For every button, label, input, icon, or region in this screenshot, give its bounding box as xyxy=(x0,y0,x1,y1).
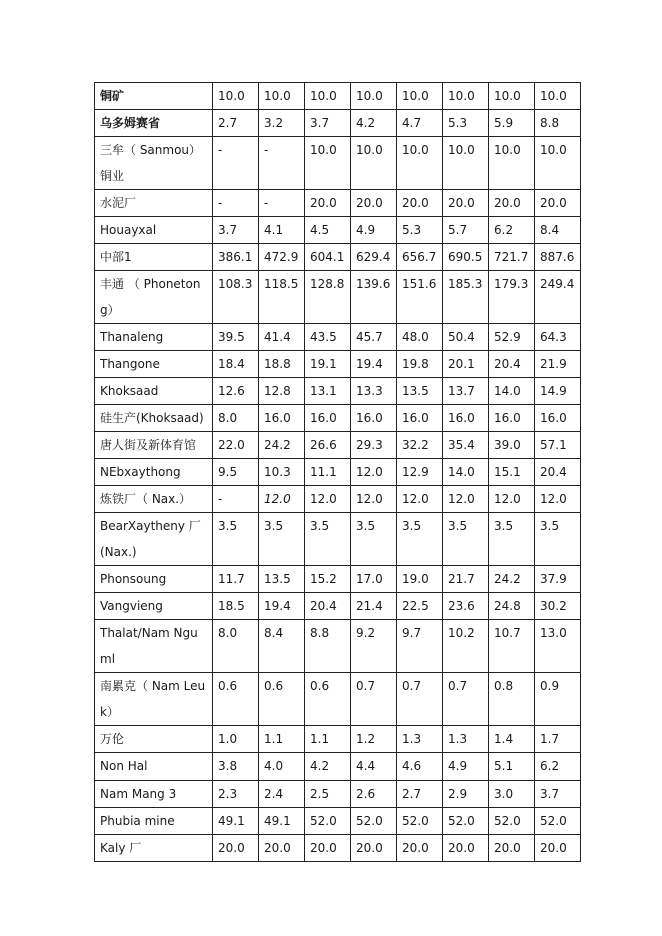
table-cell: 8.8 xyxy=(535,110,581,137)
table-cell: 139.6 xyxy=(351,271,397,324)
table-cell: 656.7 xyxy=(397,244,443,271)
table-cell: 16.0 xyxy=(535,405,581,432)
table-cell: 10.2 xyxy=(443,620,489,673)
table-cell: 629.4 xyxy=(351,244,397,271)
table-cell: 10.7 xyxy=(489,620,535,673)
table-cell: 24.2 xyxy=(259,432,305,459)
table-row xyxy=(95,593,581,620)
table-cell: 20.0 xyxy=(351,835,397,862)
table-cell: 13.3 xyxy=(351,378,397,405)
table-cell: 4.5 xyxy=(305,217,351,244)
table-cell: 10.0 xyxy=(489,83,535,110)
table-cell: 8.0 xyxy=(213,620,259,673)
row-label: Kaly 厂 xyxy=(95,835,213,862)
table-cell: 1.4 xyxy=(489,726,535,753)
table-cell: 4.4 xyxy=(351,753,397,781)
table-cell: 3.5 xyxy=(443,513,489,566)
table-cell: 15.1 xyxy=(489,459,535,486)
row-label: 万伦 xyxy=(95,726,213,753)
table-cell: 0.9 xyxy=(535,673,581,726)
table-cell: 52.0 xyxy=(351,808,397,835)
table-cell: 0.6 xyxy=(259,673,305,726)
table-cell: 19.8 xyxy=(397,351,443,378)
table-cell: 4.1 xyxy=(259,217,305,244)
row-label: NEbxaythong xyxy=(95,459,213,486)
row-label: 水泥厂 xyxy=(95,190,213,217)
table-row xyxy=(95,620,581,673)
table-cell: 4.9 xyxy=(351,217,397,244)
table-cell: 0.6 xyxy=(213,673,259,726)
table-cell: 1.1 xyxy=(259,726,305,753)
table-cell: 249.4 xyxy=(535,271,581,324)
table-cell: 5.9 xyxy=(489,110,535,137)
table-cell: 6.2 xyxy=(489,217,535,244)
table-cell: 22.0 xyxy=(213,432,259,459)
table-cell: 13.5 xyxy=(259,566,305,593)
table-cell: 3.5 xyxy=(259,513,305,566)
table-cell: 21.7 xyxy=(443,566,489,593)
table-cell: 26.6 xyxy=(305,432,351,459)
table-row xyxy=(95,271,581,324)
table-cell: 9.2 xyxy=(351,620,397,673)
table-cell: 3.5 xyxy=(535,513,581,566)
table-row xyxy=(95,244,581,271)
table-cell: 11.1 xyxy=(305,459,351,486)
table-cell: 43.5 xyxy=(305,324,351,351)
table-cell: - xyxy=(213,137,259,190)
table-cell: 52.0 xyxy=(535,808,581,835)
table-cell: 18.8 xyxy=(259,351,305,378)
table-cell: 10.0 xyxy=(259,83,305,110)
table-cell: 10.0 xyxy=(535,83,581,110)
table-cell: 12.0 xyxy=(397,486,443,513)
table-cell: 1.0 xyxy=(213,726,259,753)
table-cell: 13.0 xyxy=(535,620,581,673)
row-label: 铜矿 xyxy=(95,83,213,110)
table-cell: 690.5 xyxy=(443,244,489,271)
table-cell: 1.7 xyxy=(535,726,581,753)
table-cell: 108.3 xyxy=(213,271,259,324)
table-cell: 6.2 xyxy=(535,753,581,781)
table-cell: 12.0 xyxy=(535,486,581,513)
row-label: Vangvieng xyxy=(95,593,213,620)
table-cell: 3.2 xyxy=(259,110,305,137)
table-cell: 604.1 xyxy=(305,244,351,271)
table-cell: 20.0 xyxy=(305,835,351,862)
table-cell: 18.4 xyxy=(213,351,259,378)
table-cell: 39.5 xyxy=(213,324,259,351)
table-cell: 16.0 xyxy=(443,405,489,432)
table-cell: 14.0 xyxy=(489,378,535,405)
row-label: 炼铁厂（ Nax.） xyxy=(95,486,213,513)
table-cell: 1.3 xyxy=(443,726,489,753)
table-row xyxy=(95,432,581,459)
table-cell: 4.2 xyxy=(351,110,397,137)
table-row xyxy=(95,378,581,405)
table-cell: 45.7 xyxy=(351,324,397,351)
table-cell: 3.5 xyxy=(305,513,351,566)
table-cell: 29.3 xyxy=(351,432,397,459)
table-cell: 12.8 xyxy=(259,378,305,405)
table-row xyxy=(95,486,581,513)
table-cell: 20.0 xyxy=(213,835,259,862)
table-cell: 0.6 xyxy=(305,673,351,726)
row-label: Khoksaad xyxy=(95,378,213,405)
table-cell: 14.9 xyxy=(535,378,581,405)
row-label: 中部1 xyxy=(95,244,213,271)
row-label: Phonsoung xyxy=(95,566,213,593)
row-label: 硅生产(Khoksaad) xyxy=(95,405,213,432)
table-row xyxy=(95,753,581,781)
table-cell: 10.0 xyxy=(305,137,351,190)
table-cell: 10.0 xyxy=(535,137,581,190)
table-cell: 20.0 xyxy=(397,190,443,217)
table-cell: 2.7 xyxy=(213,110,259,137)
table-row xyxy=(95,726,581,753)
table-cell: - xyxy=(213,190,259,217)
row-label: 南累克（ Nam Leuk） xyxy=(95,673,213,726)
table-cell: 16.0 xyxy=(259,405,305,432)
row-label: 三牟（ Sanmou） 铜业 xyxy=(95,137,213,190)
row-label: Thanaleng xyxy=(95,324,213,351)
table-cell: 5.3 xyxy=(443,110,489,137)
table-cell: 2.5 xyxy=(305,781,351,808)
table-cell: 49.1 xyxy=(213,808,259,835)
table-cell: 17.0 xyxy=(351,566,397,593)
table-row xyxy=(95,405,581,432)
table-cell: 20.1 xyxy=(443,351,489,378)
table-cell: 3.7 xyxy=(213,217,259,244)
table-row xyxy=(95,459,581,486)
table-cell: 9.5 xyxy=(213,459,259,486)
table-cell: 14.0 xyxy=(443,459,489,486)
table-cell: 57.1 xyxy=(535,432,581,459)
table-cell: 30.2 xyxy=(535,593,581,620)
table-cell: 10.0 xyxy=(213,83,259,110)
table-cell: 52.9 xyxy=(489,324,535,351)
table-cell: 20.4 xyxy=(305,593,351,620)
table-cell: 887.6 xyxy=(535,244,581,271)
table-cell: 3.0 xyxy=(489,781,535,808)
row-label: Houayxal xyxy=(95,217,213,244)
table-cell: 20.0 xyxy=(397,835,443,862)
table-cell: 20.0 xyxy=(489,190,535,217)
row-label: 唐人街及新体育馆 xyxy=(95,432,213,459)
table-cell: 12.0 xyxy=(259,486,305,513)
table-cell: 48.0 xyxy=(397,324,443,351)
table-cell: 4.9 xyxy=(443,753,489,781)
table-cell: 0.7 xyxy=(443,673,489,726)
table-cell: 8.0 xyxy=(213,405,259,432)
table-cell: 24.8 xyxy=(489,593,535,620)
table-cell: 10.0 xyxy=(397,83,443,110)
table-cell: 16.0 xyxy=(305,405,351,432)
table-cell: 3.5 xyxy=(489,513,535,566)
row-label: Non Hal xyxy=(95,753,213,781)
data-table xyxy=(94,82,581,862)
table-cell: 19.4 xyxy=(351,351,397,378)
table-cell: 15.2 xyxy=(305,566,351,593)
table-cell: 12.0 xyxy=(489,486,535,513)
table-cell: 8.4 xyxy=(259,620,305,673)
table-cell: 1.3 xyxy=(397,726,443,753)
table-cell: 5.3 xyxy=(397,217,443,244)
table-cell: 10.0 xyxy=(305,83,351,110)
table-cell: - xyxy=(259,190,305,217)
table-cell: 19.1 xyxy=(305,351,351,378)
table-body xyxy=(95,83,581,862)
table-cell: 4.7 xyxy=(397,110,443,137)
table-row xyxy=(95,351,581,378)
row-label: Phubia mine xyxy=(95,808,213,835)
table-cell: - xyxy=(213,486,259,513)
table-cell: 37.9 xyxy=(535,566,581,593)
table-row xyxy=(95,835,581,862)
table-cell: 20.0 xyxy=(535,190,581,217)
table-cell: 22.5 xyxy=(397,593,443,620)
table-cell: 3.5 xyxy=(397,513,443,566)
table-cell: 39.0 xyxy=(489,432,535,459)
table-row xyxy=(95,781,581,808)
table-cell: 12.0 xyxy=(443,486,489,513)
table-cell: 20.0 xyxy=(259,835,305,862)
table-cell: 3.5 xyxy=(213,513,259,566)
row-label: 丰通 （ Phonetong） xyxy=(95,271,213,324)
table-cell: 5.1 xyxy=(489,753,535,781)
table-cell: 49.1 xyxy=(259,808,305,835)
table-cell: 52.0 xyxy=(443,808,489,835)
table-cell: 386.1 xyxy=(213,244,259,271)
table-cell: 64.3 xyxy=(535,324,581,351)
table-row xyxy=(95,673,581,726)
table-cell: 24.2 xyxy=(489,566,535,593)
table-cell: 721.7 xyxy=(489,244,535,271)
table-cell: 21.9 xyxy=(535,351,581,378)
table-cell: 9.7 xyxy=(397,620,443,673)
row-label: Thalat/Nam Nguml xyxy=(95,620,213,673)
table-cell: 12.0 xyxy=(305,486,351,513)
table-cell: 52.0 xyxy=(397,808,443,835)
table-cell: 1.2 xyxy=(351,726,397,753)
table-cell: 10.3 xyxy=(259,459,305,486)
table-cell: 20.0 xyxy=(443,190,489,217)
table-row xyxy=(95,83,581,110)
table-cell: 52.0 xyxy=(305,808,351,835)
table-cell: 23.6 xyxy=(443,593,489,620)
table-cell: 118.5 xyxy=(259,271,305,324)
table-cell: 3.8 xyxy=(213,753,259,781)
table-cell: 4.2 xyxy=(305,753,351,781)
row-label: 乌多姆赛省 xyxy=(95,110,213,137)
table-cell: 19.4 xyxy=(259,593,305,620)
table-cell: 0.8 xyxy=(489,673,535,726)
table-cell: 2.6 xyxy=(351,781,397,808)
table-cell: 20.0 xyxy=(351,190,397,217)
table-cell: 20.0 xyxy=(489,835,535,862)
table-cell: 472.9 xyxy=(259,244,305,271)
table-cell: 52.0 xyxy=(489,808,535,835)
table-row xyxy=(95,324,581,351)
table-row xyxy=(95,190,581,217)
table-cell: 16.0 xyxy=(397,405,443,432)
row-label: Thangone xyxy=(95,351,213,378)
table-cell: 35.4 xyxy=(443,432,489,459)
table-cell: 20.4 xyxy=(489,351,535,378)
table-cell: 10.0 xyxy=(443,137,489,190)
table-cell: 2.7 xyxy=(397,781,443,808)
table-cell: 13.5 xyxy=(397,378,443,405)
table-cell: 13.1 xyxy=(305,378,351,405)
table-cell: 16.0 xyxy=(489,405,535,432)
table-cell: 20.4 xyxy=(535,459,581,486)
table-cell: 179.3 xyxy=(489,271,535,324)
table-cell: 10.0 xyxy=(397,137,443,190)
table-cell: 20.0 xyxy=(535,835,581,862)
table-cell: 21.4 xyxy=(351,593,397,620)
table-cell: 128.8 xyxy=(305,271,351,324)
table-cell: 4.0 xyxy=(259,753,305,781)
table-cell: 50.4 xyxy=(443,324,489,351)
table-row xyxy=(95,137,581,190)
table-cell: 20.0 xyxy=(443,835,489,862)
table-cell: 11.7 xyxy=(213,566,259,593)
table-cell: 2.4 xyxy=(259,781,305,808)
table-cell: 5.7 xyxy=(443,217,489,244)
table-row xyxy=(95,566,581,593)
table-cell: 3.7 xyxy=(305,110,351,137)
table-cell: 1.1 xyxy=(305,726,351,753)
table-cell: 2.3 xyxy=(213,781,259,808)
table-cell: 4.6 xyxy=(397,753,443,781)
table-row xyxy=(95,110,581,137)
table-cell: 41.4 xyxy=(259,324,305,351)
table-cell: 32.2 xyxy=(397,432,443,459)
table-cell: 18.5 xyxy=(213,593,259,620)
table-cell: 3.7 xyxy=(535,781,581,808)
table-cell: 16.0 xyxy=(351,405,397,432)
table-cell: 0.7 xyxy=(351,673,397,726)
table-cell: 12.0 xyxy=(351,486,397,513)
row-label: Nam Mang 3 xyxy=(95,781,213,808)
table-row xyxy=(95,217,581,244)
table-cell: 10.0 xyxy=(351,83,397,110)
table-cell: 20.0 xyxy=(305,190,351,217)
table-cell: 151.6 xyxy=(397,271,443,324)
table-cell: 8.8 xyxy=(305,620,351,673)
table-cell: 0.7 xyxy=(397,673,443,726)
table-row xyxy=(95,808,581,835)
row-label: BearXaytheny 厂 (Nax.) xyxy=(95,513,213,566)
table-cell: 10.0 xyxy=(351,137,397,190)
table-cell: 8.4 xyxy=(535,217,581,244)
table-cell: 10.0 xyxy=(489,137,535,190)
table-cell: 12.9 xyxy=(397,459,443,486)
table-row xyxy=(95,513,581,566)
table-cell: 185.3 xyxy=(443,271,489,324)
table-cell: 2.9 xyxy=(443,781,489,808)
table-cell: 13.7 xyxy=(443,378,489,405)
table-cell: 19.0 xyxy=(397,566,443,593)
table-cell: - xyxy=(259,137,305,190)
table-cell: 12.0 xyxy=(351,459,397,486)
table-cell: 3.5 xyxy=(351,513,397,566)
table-cell: 12.6 xyxy=(213,378,259,405)
table-cell: 10.0 xyxy=(443,83,489,110)
